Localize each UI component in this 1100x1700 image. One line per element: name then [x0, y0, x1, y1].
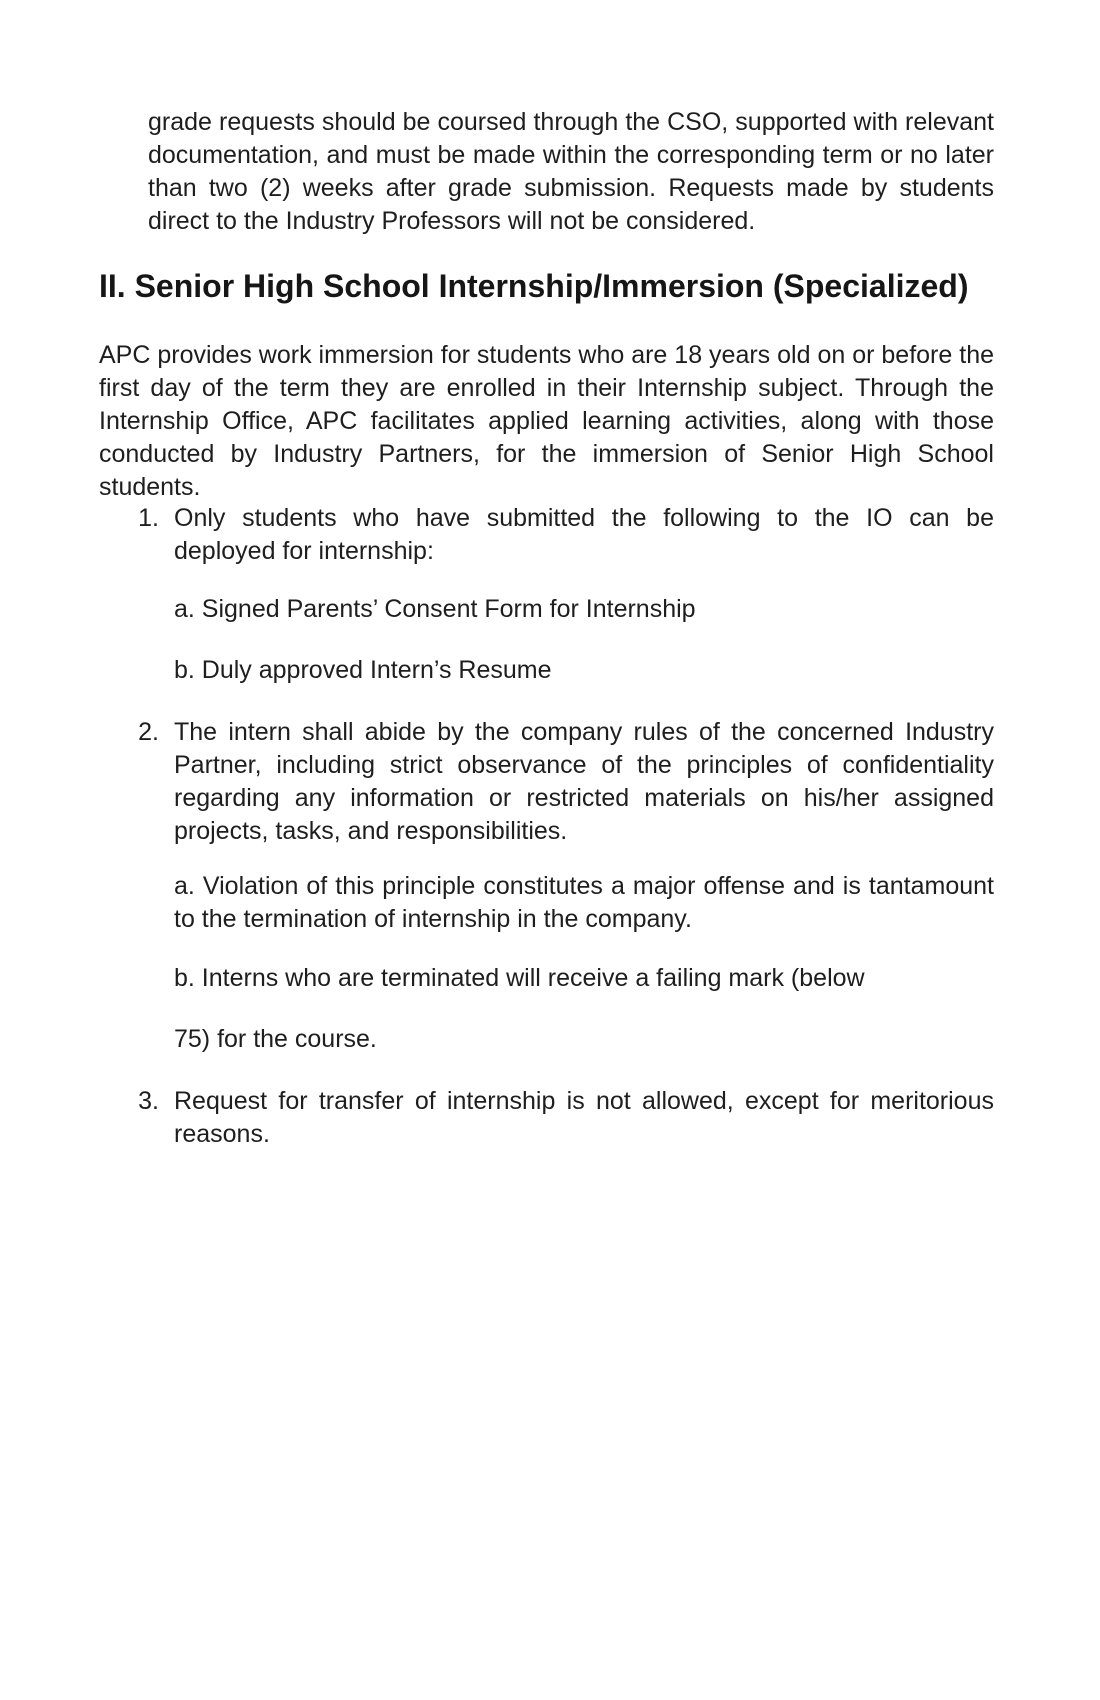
list-item-1-sub-b: b. Duly approved Intern’s Resume [174, 656, 552, 684]
list-item-2-sub-c: 75) for the course. [174, 1025, 377, 1053]
list-item-1-sub-a: a. Signed Parents’ Consent Form for Internship [174, 595, 696, 623]
list-item-2-text: The intern shall abide by the company rules of the concerned Industry Partner, including strict observance of the principles of confidentiality regarding any information or restricted materials on his/her assigned projects, tasks, and responsibilities. [174, 718, 994, 845]
intro-paragraph: APC provides work immersion for students who are 18 years old on or before the first day of the term they are enrolled in their Internship subject. Through the Internship Office, APC facilitates applied learning activities, along with those conducted by Industry Partners, for the immersion of Senior High School students. [99, 341, 994, 501]
list-number-2: 2. [138, 718, 159, 746]
list-item-3-text: Request for transfer of internship is not allowed, except for meritorious reasons. [174, 1087, 994, 1148]
list-item-2-sub-b: b. Interns who are terminated will receive a failing mark (below [174, 964, 865, 992]
continuation-paragraph: grade requests should be coursed through the CSO, supported with relevant documentation, and must be made within the corresponding term or no later than two (2) weeks after grade submission. Requests made by students direct to the Industry Professors will not be considered. [148, 108, 994, 235]
section-heading: II. Senior High School Internship/Immersion (Specialized) [99, 268, 969, 304]
list-item-1-text: Only students who have submitted the following to the IO can be deployed for internship: [174, 504, 994, 565]
list-number-1: 1. [138, 504, 159, 532]
list-item-2-sub-a: a. Violation of this principle constitutes a major offense and is tantamount to the termination of internship in the company. [174, 872, 994, 933]
list-number-3: 3. [138, 1087, 159, 1115]
